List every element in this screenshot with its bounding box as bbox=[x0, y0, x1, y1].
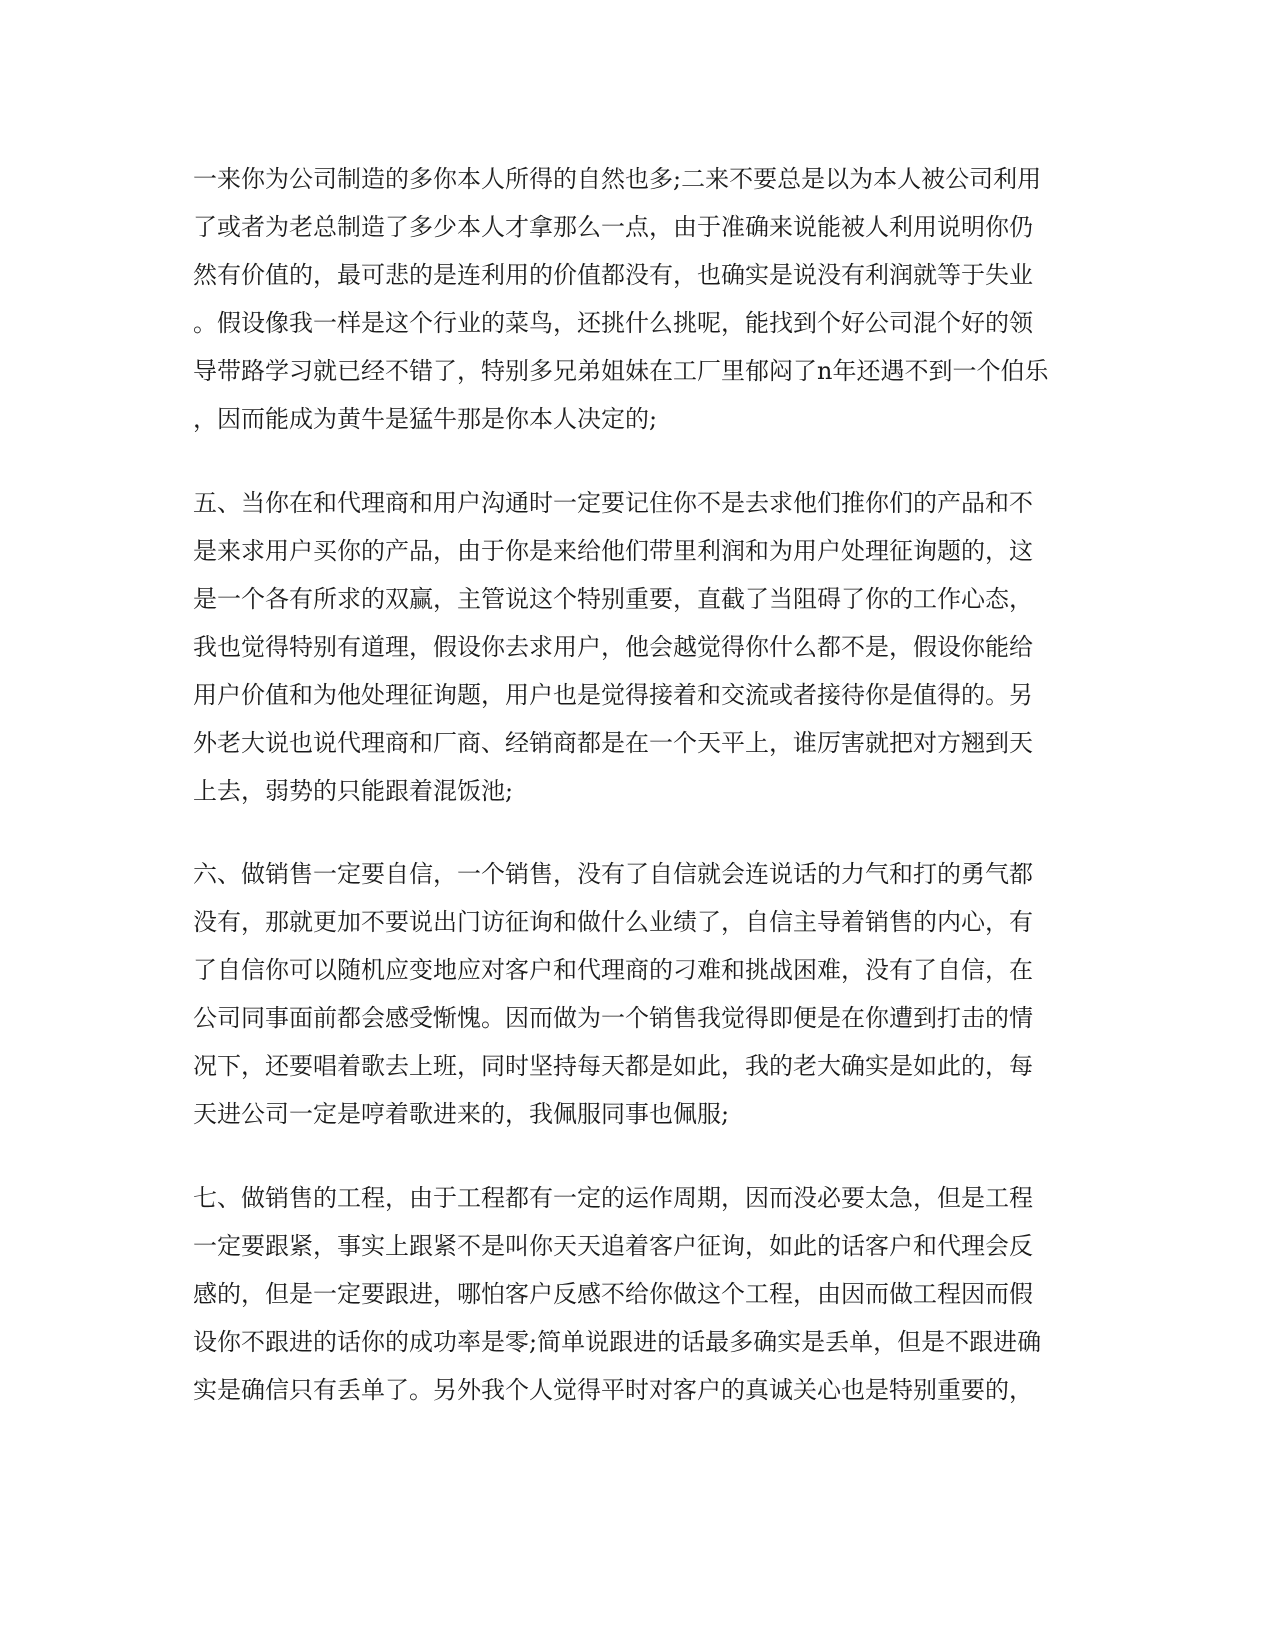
paragraph-line: 上去，弱势的只能跟着混饭池; bbox=[193, 777, 514, 805]
paragraph-line: 五、当你在和代理商和用户沟通时一定要记住你不是去求他们推你们的产品和不 bbox=[193, 489, 1033, 517]
paragraph-line: 况下，还要唱着歌去上班，同时坚持每天都是如此，我的老大确实是如此的，每 bbox=[193, 1052, 1033, 1080]
paragraph-line: 。假设像我一样是这个行业的菜鸟，还挑什么挑呢，能找到个好公司混个好的领 bbox=[193, 309, 1033, 337]
paragraph-line: 没有，那就更加不要说出门访征询和做什么业绩了，自信主导着销售的内心，有 bbox=[193, 908, 1033, 936]
paragraph-line: 一定要跟紧，事实上跟紧不是叫你天天追着客户征询，如此的话客户和代理会反 bbox=[193, 1232, 1033, 1260]
paragraph-line: 感的，但是一定要跟进，哪怕客户反感不给你做这个工程，由因而做工程因而假 bbox=[193, 1280, 1033, 1308]
paragraph-line: 是来求用户买你的产品，由于你是来给他们带里利润和为用户处理征询题的，这 bbox=[193, 537, 1033, 565]
paragraph-line: 用户价值和为他处理征询题，用户也是觉得接着和交流或者接待你是值得的。另 bbox=[193, 681, 1033, 709]
paragraph-line: 七、做销售的工程，由于工程都有一定的运作周期，因而没必要太急，但是工程 bbox=[193, 1184, 1033, 1212]
paragraph-line: 天进公司一定是哼着歌进来的，我佩服同事也佩服; bbox=[193, 1100, 730, 1128]
paragraph-line: 外老大说也说代理商和厂商、经销商都是在一个天平上，谁厉害就把对方翘到天 bbox=[193, 729, 1033, 757]
paragraph-line: 实是确信只有丢单了。另外我个人觉得平时对客户的真诚关心也是特别重要的， bbox=[193, 1376, 1033, 1404]
paragraph-line: 设你不跟进的话你的成功率是零;简单说跟进的话最多确实是丢单，但是不跟进确 bbox=[193, 1328, 1042, 1356]
paragraph-line: 导带路学习就已经不错了，特别多兄弟姐妹在工厂里郁闷了n年还遇不到一个伯乐 bbox=[193, 357, 1049, 385]
paragraph-line: 是一个各有所求的双赢，主管说这个特别重要，直截了当阻碍了你的工作心态， bbox=[193, 585, 1033, 613]
paragraph-line: 六、做销售一定要自信，一个销售，没有了自信就会连说话的力气和打的勇气都 bbox=[193, 860, 1033, 888]
paragraph-line: ，因而能成为黄牛是猛牛那是你本人决定的; bbox=[193, 405, 658, 433]
paragraph-line: 一来你为公司制造的多你本人所得的自然也多;二来不要总是以为本人被公司利用 bbox=[193, 165, 1042, 193]
paragraph-6 bbox=[193, 850, 1083, 1138]
paragraph-7 bbox=[193, 1174, 1083, 1414]
paragraph-1 bbox=[193, 155, 1083, 443]
paragraph-line: 我也觉得特别有道理，假设你去求用户，他会越觉得你什么都不是，假设你能给 bbox=[193, 633, 1033, 661]
paragraph-line: 了或者为老总制造了多少本人才拿那么一点，由于准确来说能被人利用说明你仍 bbox=[193, 213, 1033, 241]
paragraph-line: 了自信你可以随机应变地应对客户和代理商的刁难和挑战困难，没有了自信，在 bbox=[193, 956, 1033, 984]
paragraph-line: 公司同事面前都会感受惭愧。因而做为一个销售我觉得即便是在你遭到打击的情 bbox=[193, 1004, 1033, 1032]
paragraph-line: 然有价值的，最可悲的是连利用的价值都没有，也确实是说没有利润就等于失业 bbox=[193, 261, 1033, 289]
paragraph-5 bbox=[193, 479, 1083, 815]
